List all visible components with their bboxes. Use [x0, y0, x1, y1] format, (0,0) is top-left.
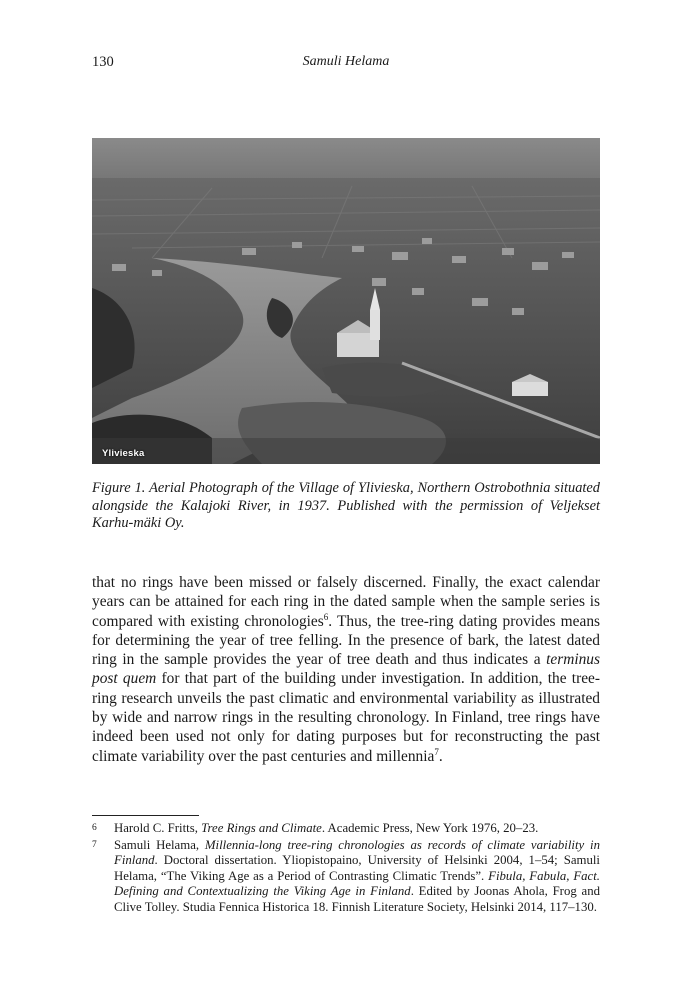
body-text-segment: . Thus, the tree-ring dating provides means for determining the year of tree felling. In the presence of bark, the latest dated ring in the sample provides the year of tree death and thus indicates a — [92, 612, 600, 669]
footnote-details: . Doctoral dissertation. Yliopistopaino, University of Helsinki 2004, 1–54; Samuli Helama, “The Viking Age as a Period of Contrasting Climatic Trends”. — [114, 853, 600, 883]
footnote-text — [114, 838, 600, 916]
footnote-author: Harold C. Fritts, — [114, 821, 202, 835]
page-number: 130 — [92, 54, 114, 70]
footnote-reference[interactable]: 6 — [323, 611, 329, 622]
footnote-6 — [92, 821, 600, 837]
footnote-text — [114, 821, 600, 837]
figure-caption: Figure 1. Aerial Photograph of the Village of Ylivieska, Northern Ostrobothnia situated alongside the Kalajoki River, in 1937. Published with the permission of Veljekset Karhu-mäki Oy. — [92, 480, 600, 531]
latin-term: terminus post quem — [92, 651, 600, 688]
aerial-photograph — [92, 138, 600, 464]
footnote-title: Millennia-long tree-ring chronologies as records of climate variability in Finland — [114, 837, 600, 868]
footnote-number: 6 — [92, 823, 97, 833]
footnote-details: . Academic Press, New York 1976, 20–23. — [321, 821, 539, 835]
footnotes — [92, 821, 600, 917]
running-head: Samuli Helama — [302, 54, 390, 69]
body-text-segment: . — [438, 747, 443, 765]
photo-place-label: Ylivieska — [102, 448, 145, 459]
footnote-author: Samuli Helama, — [114, 837, 205, 852]
footnote-number: 7 — [92, 839, 97, 850]
body-paragraph — [92, 573, 600, 766]
footnote-title: Tree Rings and Climate — [201, 821, 322, 835]
aerial-photo-graphic — [92, 138, 600, 464]
body-text-segment: for that part of the building under investigation. In addition, the tree-ring research unveils the past climatic and environmental variability as illustrated by wide and narrow rings in the resulting chronology. In Finland, tree rings have indeed been used not only for dating purposes but for reconstructing the past climate variability over the past centuries and millennia — [92, 670, 600, 765]
footnote-separator — [92, 815, 199, 816]
footnote-7 — [92, 838, 600, 916]
footnote-details: . Edited by Joonas Ahola, Frog and Clive Tolley. Studia Fennica Historica 18. Finnish Literature Society, Helsinki 2014, 117–130. — [114, 884, 600, 914]
footnote-title: Fibula, Fabula, Fact. Defining and Contextualizing the Viking Age in Finland — [114, 868, 600, 899]
body-text-segment: that no rings have been missed or falsely discerned. Finally, the exact calendar years can be attained for each ring in the dated sample when the sample series is compared with existing chronologies — [92, 574, 600, 630]
footnote-reference[interactable]: 7 — [434, 746, 439, 757]
